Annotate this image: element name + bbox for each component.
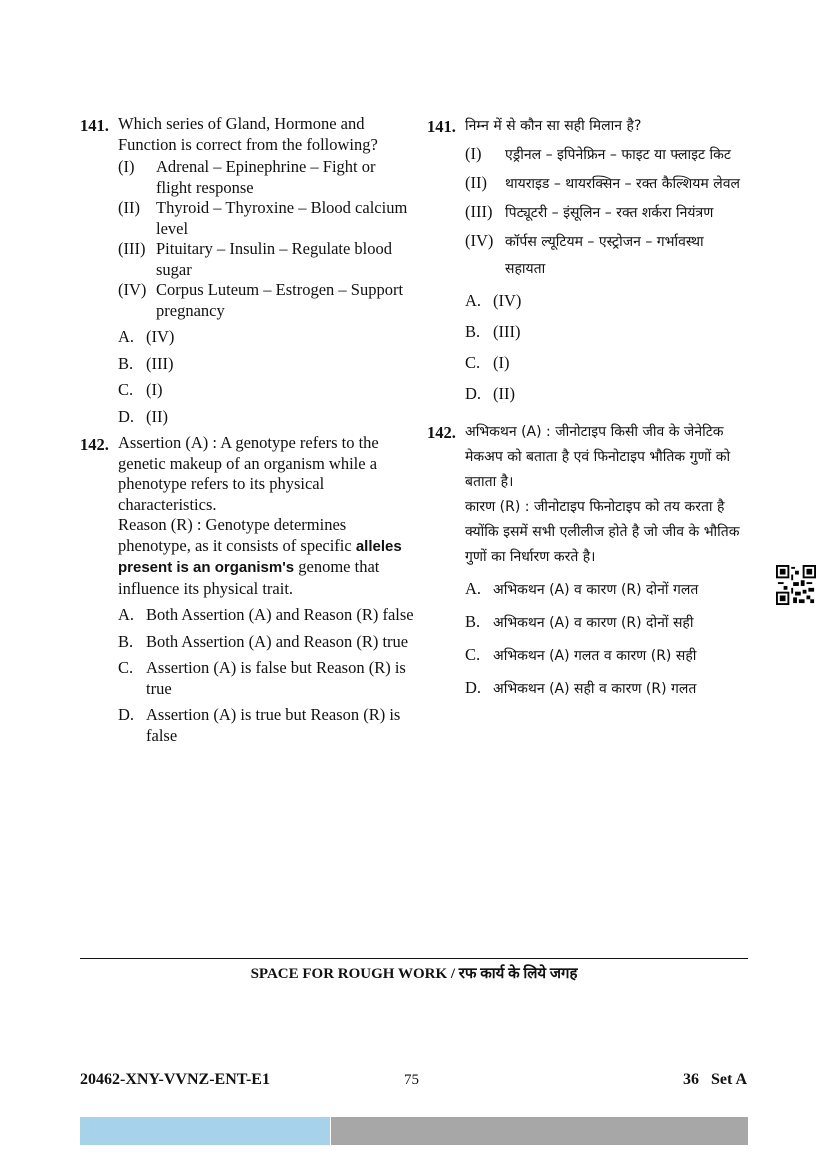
option-d[interactable]: D. (II)	[118, 406, 168, 426]
english-column	[80, 114, 415, 752]
set-label: 36 Set A	[683, 1071, 747, 1088]
page-number: 75	[404, 1072, 419, 1088]
option-c[interactable]: C. Assertion (A) is false but Reason (R) is true	[118, 658, 406, 698]
statement-item: (I) Adrenal – Epinephrine – Fight or flight response	[118, 157, 376, 197]
option-a[interactable]: A. (IV)	[465, 291, 522, 310]
statement-item: (II) थायराइड – थायरक्सिन – रक्त कैल्शियम लेवल	[465, 173, 741, 192]
option-b[interactable]: B. (III)	[465, 322, 521, 341]
footer-bar-blue	[80, 1117, 330, 1145]
option-b[interactable]: B. Both Assertion (A) and Reason (R) true	[118, 631, 409, 651]
option-c[interactable]: C. (I)	[465, 353, 510, 372]
option-b[interactable]: B. (III)	[118, 353, 174, 373]
statement-item: (II) Thyroid – Thyroxine – Blood calcium level	[118, 198, 408, 238]
option-list	[118, 605, 415, 746]
statement-item: (IV) कॉर्पस ल्यूटियम – एस्ट्रोजन – गर्भावस्था सहायता	[465, 231, 704, 277]
option-c[interactable]: C. अभिकथन (A) गलत व कारण (R) सही	[465, 645, 697, 664]
question-stem: Which series of Gland, Hormone and Function is correct from the following?	[118, 114, 378, 154]
option-c[interactable]: C. (I)	[118, 380, 163, 399]
question-142-hi	[427, 420, 747, 702]
statement-list	[465, 141, 747, 282]
option-d[interactable]: D. अभिकथन (A) सही व कारण (R) गलत	[465, 678, 697, 697]
statement-item: (IV) Corpus Luteum – Estrogen – Support pregnancy	[118, 280, 404, 320]
question-number: 142.	[80, 435, 109, 454]
reason-text: Reason (R) : Genotype determines phenotype, as it consists of specific alleles present is an organism's genome that influence its physical trait.	[118, 515, 402, 598]
question-number: 142.	[427, 423, 456, 442]
option-a[interactable]: A. अभिकथन (A) व कारण (R) दोनों गलत	[465, 579, 699, 598]
hindi-column	[427, 114, 747, 708]
rough-work-heading: SPACE FOR ROUGH WORK / रफ कार्य के लिये जगह	[250, 966, 578, 982]
option-a[interactable]: A. Both Assertion (A) and Reason (R) false	[118, 605, 414, 624]
option-d[interactable]: D. Assertion (A) is true but Reason (R) is false	[118, 705, 401, 745]
statement-item: (I) एड्रीनल – इपिनेफ्रिन – फाइट या फ्लाइट किट	[465, 144, 731, 163]
footer-bar-grey	[331, 1117, 748, 1145]
statement-item: (III) पिट्यूटरी – इंसूलिन – रक्त शर्करा नियंत्रण	[465, 202, 714, 221]
question-stem: निम्न में से कौन सा सही मिलान है?	[465, 118, 642, 134]
question-141-hi	[427, 114, 747, 406]
question-141-en	[80, 114, 415, 427]
statement-item: (III) Pituitary – Insulin – Regulate blood sugar	[118, 239, 393, 279]
option-d[interactable]: D. (II)	[465, 384, 515, 403]
option-a[interactable]: A. (IV)	[118, 327, 175, 346]
question-number: 141.	[427, 117, 456, 136]
assertion-text: Assertion (A) : A genotype refers to the genetic makeup of an organism while a phenotype refers to its physical characteristics.	[118, 433, 379, 514]
reason-text: कारण (R) : जीनोटाइप फिनोटाइप को तय करता है क्योंकि इसमें सभी एलीलीज होते है जो जीव के भौतिक गुणों का निर्धारण करते है।	[465, 499, 740, 565]
option-list	[465, 576, 747, 702]
rough-work-divider	[80, 958, 748, 959]
assertion-text: अभिकथन (A) : जीनोटाइप किसी जीव के जेनेटिक मेकअप को बताता है एवं फिनोटाइप भौतिक गुणों को बताता है।	[465, 424, 731, 490]
statement-list	[118, 157, 415, 321]
question-142-en	[80, 433, 415, 746]
qr-code-icon	[776, 565, 816, 605]
option-b[interactable]: B. अभिकथन (A) व कारण (R) दोनों सही	[465, 612, 694, 631]
paper-code: 20462-XNY-VVNZ-ENT-E1	[80, 1071, 270, 1088]
option-list	[465, 288, 747, 406]
question-number: 141.	[80, 116, 109, 135]
option-list	[118, 327, 415, 427]
